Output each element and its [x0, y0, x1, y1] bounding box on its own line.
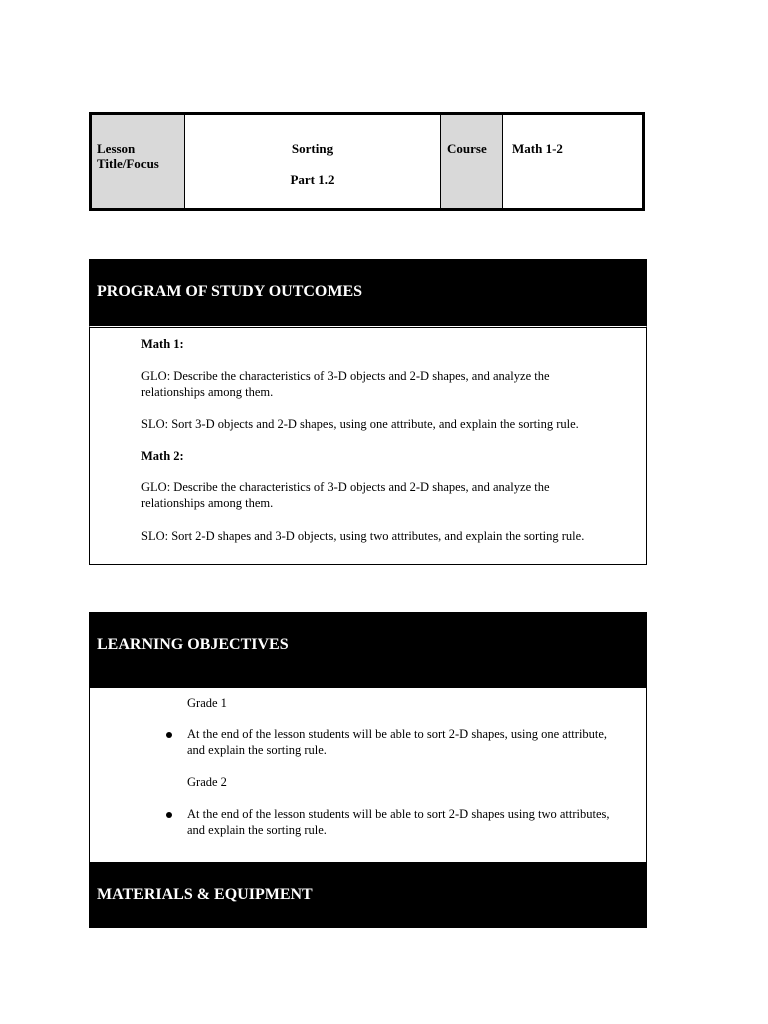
lesson-title-cell — [185, 115, 441, 208]
program-outcomes-heading-text: PROGRAM OF STUDY OUTCOMES — [97, 283, 363, 300]
math2-slo: SLO: Sort 2-D shapes and 3-D objects, using two attributes, and explain the sorting rule. — [141, 529, 585, 543]
lesson-title: Sorting — [291, 141, 334, 156]
bullet-icon — [166, 812, 172, 818]
program-outcomes-heading — [89, 259, 647, 325]
math1-slo: SLO: Sort 3-D objects and 2-D shapes, using one attribute, and explain the sorting rule. — [141, 417, 579, 431]
grade2-objective: At the end of the lesson students will be able to sort 2-D shapes using two attributes, and explain the sorting rule. — [187, 807, 610, 837]
learning-objectives-heading-text: LEARNING OBJECTIVES — [97, 636, 289, 653]
materials-heading — [89, 862, 647, 928]
materials-heading-text: MATERIALS & EQUIPMENT — [97, 886, 313, 903]
course-label: Course — [447, 141, 487, 156]
course-value-cell — [503, 115, 642, 208]
course-label-cell — [441, 115, 503, 208]
lesson-header-table — [89, 112, 645, 211]
math1-heading: Math 1: — [141, 337, 184, 351]
lesson-label-cell — [92, 115, 185, 208]
grade1-label: Grade 1 — [187, 696, 227, 710]
math2-glo: GLO: Describe the characteristics of 3-D objects and 2-D shapes, and analyze the relationships among them. — [141, 480, 550, 510]
grade2-label: Grade 2 — [187, 775, 227, 789]
lesson-label: Lesson Title/Focus — [97, 141, 159, 171]
math2-heading: Math 2: — [141, 449, 184, 463]
bullet-icon — [166, 732, 172, 738]
learning-objectives-heading — [89, 612, 647, 688]
math1-glo: GLO: Describe the characteristics of 3-D objects and 2-D shapes, and analyze the relationships among them. — [141, 369, 550, 399]
program-outcomes-box — [89, 325, 647, 565]
lesson-part: Part 1.2 — [290, 172, 335, 187]
learning-objectives-box — [89, 688, 647, 862]
course-value: Math 1-2 — [512, 141, 563, 156]
grade1-objective: At the end of the lesson students will be able to sort 2-D shapes, using one attribute, and explain the sorting rule. — [187, 727, 608, 757]
